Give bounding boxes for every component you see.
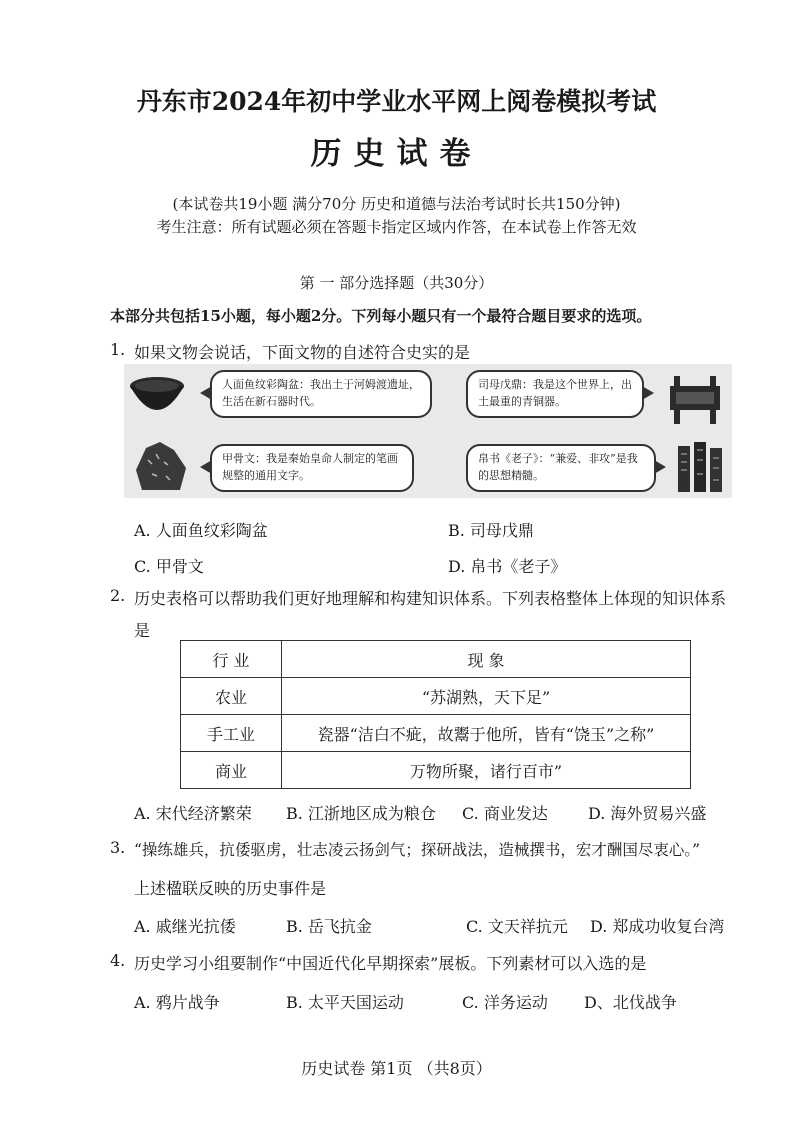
exam-info: (本试卷共19小题 满分70分 历史和道德与法治考试时长共150分钟): [172, 195, 621, 213]
exam-notice: 考生注意：所有试题必须在答题卡指定区域内作答，在本试卷上作答无效: [156, 218, 637, 236]
q3-option-b[interactable]: B. 岳飞抗金: [286, 917, 372, 936]
oracle-bone-icon: [134, 440, 188, 492]
q3-option-c[interactable]: C. 文天祥抗元: [466, 917, 568, 936]
table-row: [181, 678, 691, 715]
question-3-stem-cont: 上述楹联反映的历史事件是: [134, 879, 327, 898]
speech-bubble-laozi: 帛书《老子》：“兼爱、非攻”是我的思想精髓。: [466, 444, 656, 492]
question-3-stem: “操练雄兵，抗倭驱虏，壮志凌云扬剑气；探研战法，造械撰书，宏才酬国尽衷心。”: [134, 841, 701, 859]
q3-option-d[interactable]: D. 郑成功收复台湾: [590, 917, 725, 936]
q2-option-d[interactable]: D. 海外贸易兴盛: [588, 804, 707, 823]
question-2-number: 2.: [110, 586, 126, 605]
table-cell: 手工业: [181, 715, 282, 752]
table-cell: 商业: [181, 752, 282, 789]
question-1-stem: 如果文物会说话，下面文物的自述符合史实的是: [134, 343, 471, 362]
table-header-row: [181, 641, 691, 678]
q1-option-a[interactable]: A. 人面鱼纹彩陶盆: [134, 521, 268, 540]
artifact-illustration: [124, 364, 732, 498]
exam-subject: 历史试卷: [310, 136, 483, 172]
page-footer: 历史试卷 第1页 （共8页）: [301, 1059, 492, 1078]
silk-manuscript-icon: [676, 440, 726, 494]
question-2-stem: 历史表格可以帮助我们更好地理解和构建知识体系。下列表格整体上体现的知识体系: [134, 589, 727, 608]
section-instruction: 本部分共包括15小题，每小题2分。下列每小题只有一个最符合题目要求的选项。: [110, 307, 652, 325]
pottery-basin-icon: [128, 374, 186, 422]
speech-bubble-ding: 司母戊鼎：我是这个世界上，出土最重的青铜器。: [466, 370, 644, 418]
q4-option-a[interactable]: A. 鸦片战争: [134, 993, 220, 1012]
table-cell: “苏湖熟，天下足”: [282, 678, 691, 715]
table-cell: 农业: [181, 678, 282, 715]
knowledge-table: [180, 640, 691, 789]
table-header-cell: 现 象: [282, 641, 691, 678]
q2-option-a[interactable]: A. 宋代经济繁荣: [134, 804, 252, 823]
question-4-stem: 历史学习小组要制作“中国近代化早期探索”展板。下列素材可以入选的是: [134, 954, 647, 973]
question-3-number: 3.: [110, 838, 126, 857]
question-1-number: 1.: [110, 340, 126, 359]
q4-option-c[interactable]: C. 洋务运动: [462, 993, 548, 1012]
section-heading: 第 一 部分选择题（共30分）: [299, 274, 494, 292]
exam-title: 丹东市2024年初中学业水平网上阅卷模拟考试: [136, 87, 657, 116]
speech-bubble-pottery: 人面鱼纹彩陶盆：我出土于河姆渡遗址，生活在新石器时代。: [210, 370, 432, 418]
table-cell: 瓷器“洁白不疵，故鬻于他所，皆有“饶玉”之称”: [282, 715, 691, 752]
bronze-ding-icon: [664, 372, 726, 426]
q3-option-a[interactable]: A. 戚继光抗倭: [134, 917, 236, 936]
q4-option-b[interactable]: B. 太平天国运动: [286, 993, 404, 1012]
q1-option-d[interactable]: D. 帛书《老子》: [448, 557, 567, 576]
question-2-stem-cont: 是: [134, 621, 151, 640]
q4-option-d[interactable]: D、北伐战争: [584, 993, 677, 1012]
q1-option-c[interactable]: C. 甲骨文: [134, 557, 204, 576]
q2-option-c[interactable]: C. 商业发达: [462, 804, 548, 823]
table-header-cell: 行 业: [181, 641, 282, 678]
q2-option-b[interactable]: B. 江浙地区成为粮仓: [286, 804, 436, 823]
speech-bubble-oracle: 甲骨文：我是秦始皇命人制定的笔画规整的通用文字。: [210, 444, 414, 492]
table-row: [181, 752, 691, 789]
table-row: [181, 715, 691, 752]
table-cell: 万物所聚，诸行百市”: [282, 752, 691, 789]
q1-option-b[interactable]: B. 司母戊鼎: [448, 521, 534, 540]
question-4-number: 4.: [110, 951, 126, 970]
